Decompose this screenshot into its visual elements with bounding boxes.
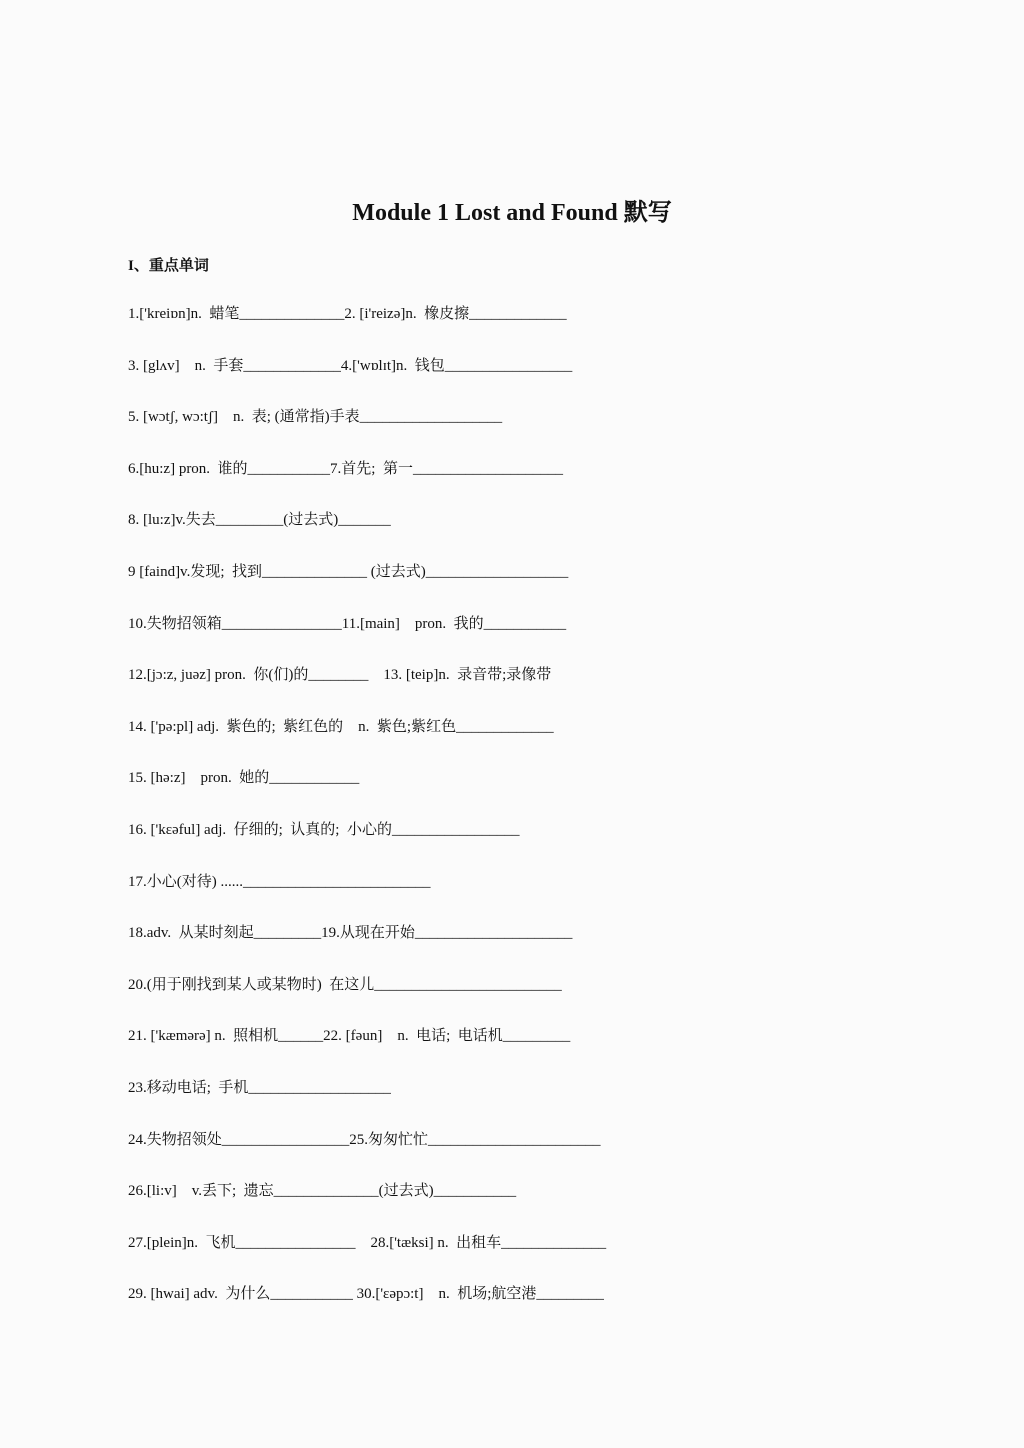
vocab-item-1: 1.['kreiɒn]n. 蜡笔______________2. [i'reizə]n. 橡皮擦_____________	[128, 306, 567, 322]
vocab-item-6: 9 [faind]v.发现; 找到______________ (过去式)___________________	[128, 563, 569, 580]
section-heading: I、重点单词	[128, 258, 209, 274]
vocab-item-15: 21. ['kæmərə] n. 照相机______22. [fəun] n. 电话; 电话机_________	[128, 1028, 571, 1045]
vocab-item-9: 14. ['pə:pl] adj. 紫色的; 紫红色的 n. 紫色;紫红色_____________	[128, 718, 554, 735]
vocabulary-list	[128, 304, 908, 1336]
vocab-item-18: 26.[li:v] v.丢下; 遗忘______________(过去式)___________	[128, 1183, 517, 1200]
vocab-item-7: 10.失物招领箱________________11.[main] pron. 我的___________	[128, 615, 567, 632]
vocab-item-8: 12.[jɔ:z, juəz] pron. 你(们)的________ 13. [teip]n. 录音带;录像带	[128, 667, 552, 684]
vocab-item-2: 3. [glʌv] n. 手套_____________4.['wɒlɪt]n. 钱包_________________	[128, 357, 573, 374]
vocab-item-5: 8. [lu:z]v.失去_________(过去式)_______	[128, 512, 391, 529]
vocab-item-12: 17.小心(对待) ......_________________________	[128, 873, 431, 890]
page-title: Module 1 Lost and Found 默写	[352, 200, 672, 226]
vocab-item-10: 15. [hə:z] pron. 她的____________	[128, 770, 360, 787]
vocab-item-16: 23.移动电话; 手机___________________	[128, 1079, 391, 1096]
vocab-item-20: 29. [hwai] adv. 为什么___________ 30.['ɛəpɔ:t] n. 机场;航空港_________	[128, 1286, 604, 1303]
vocab-item-13: 18.adv. 从某时刻起_________19.从现在开始_____________________	[128, 925, 573, 942]
vocab-item-19: 27.[plein]n. 飞机________________ 28.['tæksi] n. 出租车______________	[128, 1234, 607, 1251]
vocab-item-11: 16. ['kɛəful] adj. 仔细的; 认真的; 小心的_________________	[128, 821, 520, 838]
vocab-item-3: 5. [wɔtʃ, wɔ:tʃ] n. 表; (通常指)手表___________________	[128, 409, 503, 426]
vocab-item-17: 24.失物招领处_________________25.匆匆忙忙_______________________	[128, 1131, 601, 1148]
vocab-item-4: 6.[hu:z] pron. 谁的___________7.首先; 第一____________________	[128, 460, 563, 477]
vocab-item-14: 20.(用于刚找到某人或某物时) 在这儿_________________________	[128, 976, 562, 993]
